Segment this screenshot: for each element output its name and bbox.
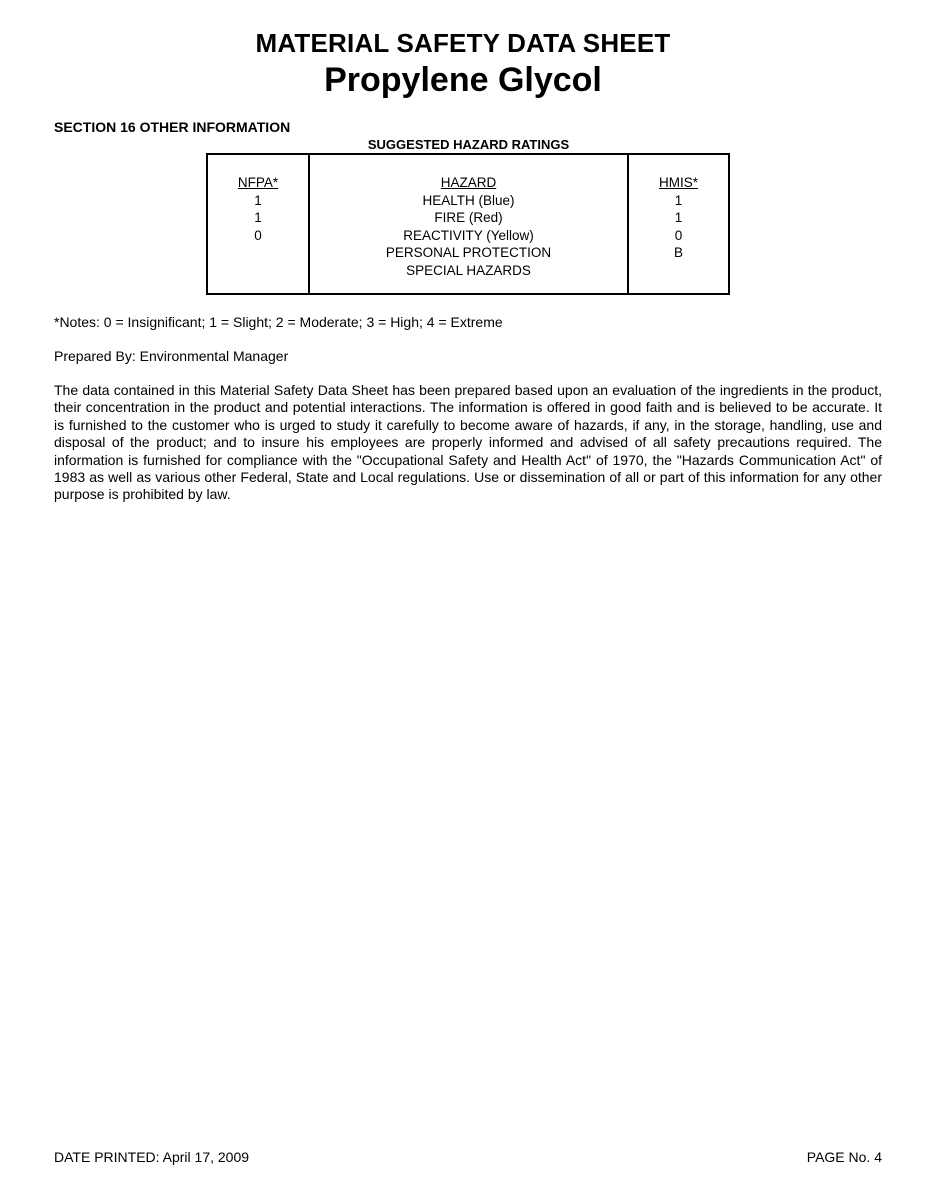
- hazard-header: HAZARD: [440, 175, 497, 190]
- hazard-reactivity: REACTIVITY (Yellow): [403, 227, 534, 243]
- hazard-ratings-heading: SUGGESTED HAZARD RATINGS: [367, 137, 570, 152]
- product-name: Propylene Glycol: [324, 61, 602, 99]
- hazard-personal-protection: PERSONAL PROTECTION: [385, 245, 552, 260]
- hazard-column: [310, 155, 629, 293]
- hazard-fire: FIRE (Red): [434, 210, 503, 225]
- hmis-fire-value: 1: [674, 210, 683, 225]
- hazard-special-hazards: SPECIAL HAZARDS: [406, 262, 531, 278]
- nfpa-column: [208, 155, 310, 293]
- nfpa-header: NFPA*: [237, 175, 279, 190]
- hmis-personal-protection-value: B: [673, 245, 683, 260]
- disclaimer-paragraph: The data contained in this Material Safety Data Sheet has been prepared based upon an evaluation of the ingredients in the product, their concentration in the product and potential interactions. The information is offered in good faith and is believed to be accurate. It is furnished to the customer who is urged to study it carefully to become aware of hazards, if any, in the storage, handling, use and disposal of the product; and to insure his employees are properly informed and advised of all safety precautions required. The information is furnished for compliance with the "Occupational Safety and Health Act" of 1970, the "Hazards Communication Act" of 1983 as well as various other Federal, State and Local regulations. Use or dissemination of all or part of this information for any other purpose is prohibited by law.: [54, 382, 882, 503]
- hmis-header: HMIS*: [658, 175, 698, 190]
- prepared-by: Prepared By: Environmental Manager: [54, 348, 289, 364]
- nfpa-reactivity-value: 0: [254, 227, 262, 243]
- hmis-column: [629, 155, 728, 293]
- nfpa-health-value: 1: [254, 192, 262, 208]
- section-heading: SECTION 16 OTHER INFORMATION: [54, 119, 291, 135]
- rating-notes: *Notes: 0 = Insignificant; 1 = Slight; 2 = Moderate; 3 = High; 4 = Extreme: [54, 314, 503, 330]
- hazard-health: HEALTH (Blue): [422, 192, 515, 208]
- hmis-reactivity-value: 0: [674, 227, 683, 243]
- date-printed: DATE PRINTED: April 17, 2009: [54, 1149, 250, 1165]
- hazard-ratings-table: [206, 153, 730, 295]
- nfpa-fire-value: 1: [254, 210, 262, 225]
- document-title: MATERIAL SAFETY DATA SHEET: [255, 28, 671, 58]
- page-number: PAGE No. 4: [806, 1149, 882, 1165]
- hmis-health-value: 1: [674, 192, 683, 208]
